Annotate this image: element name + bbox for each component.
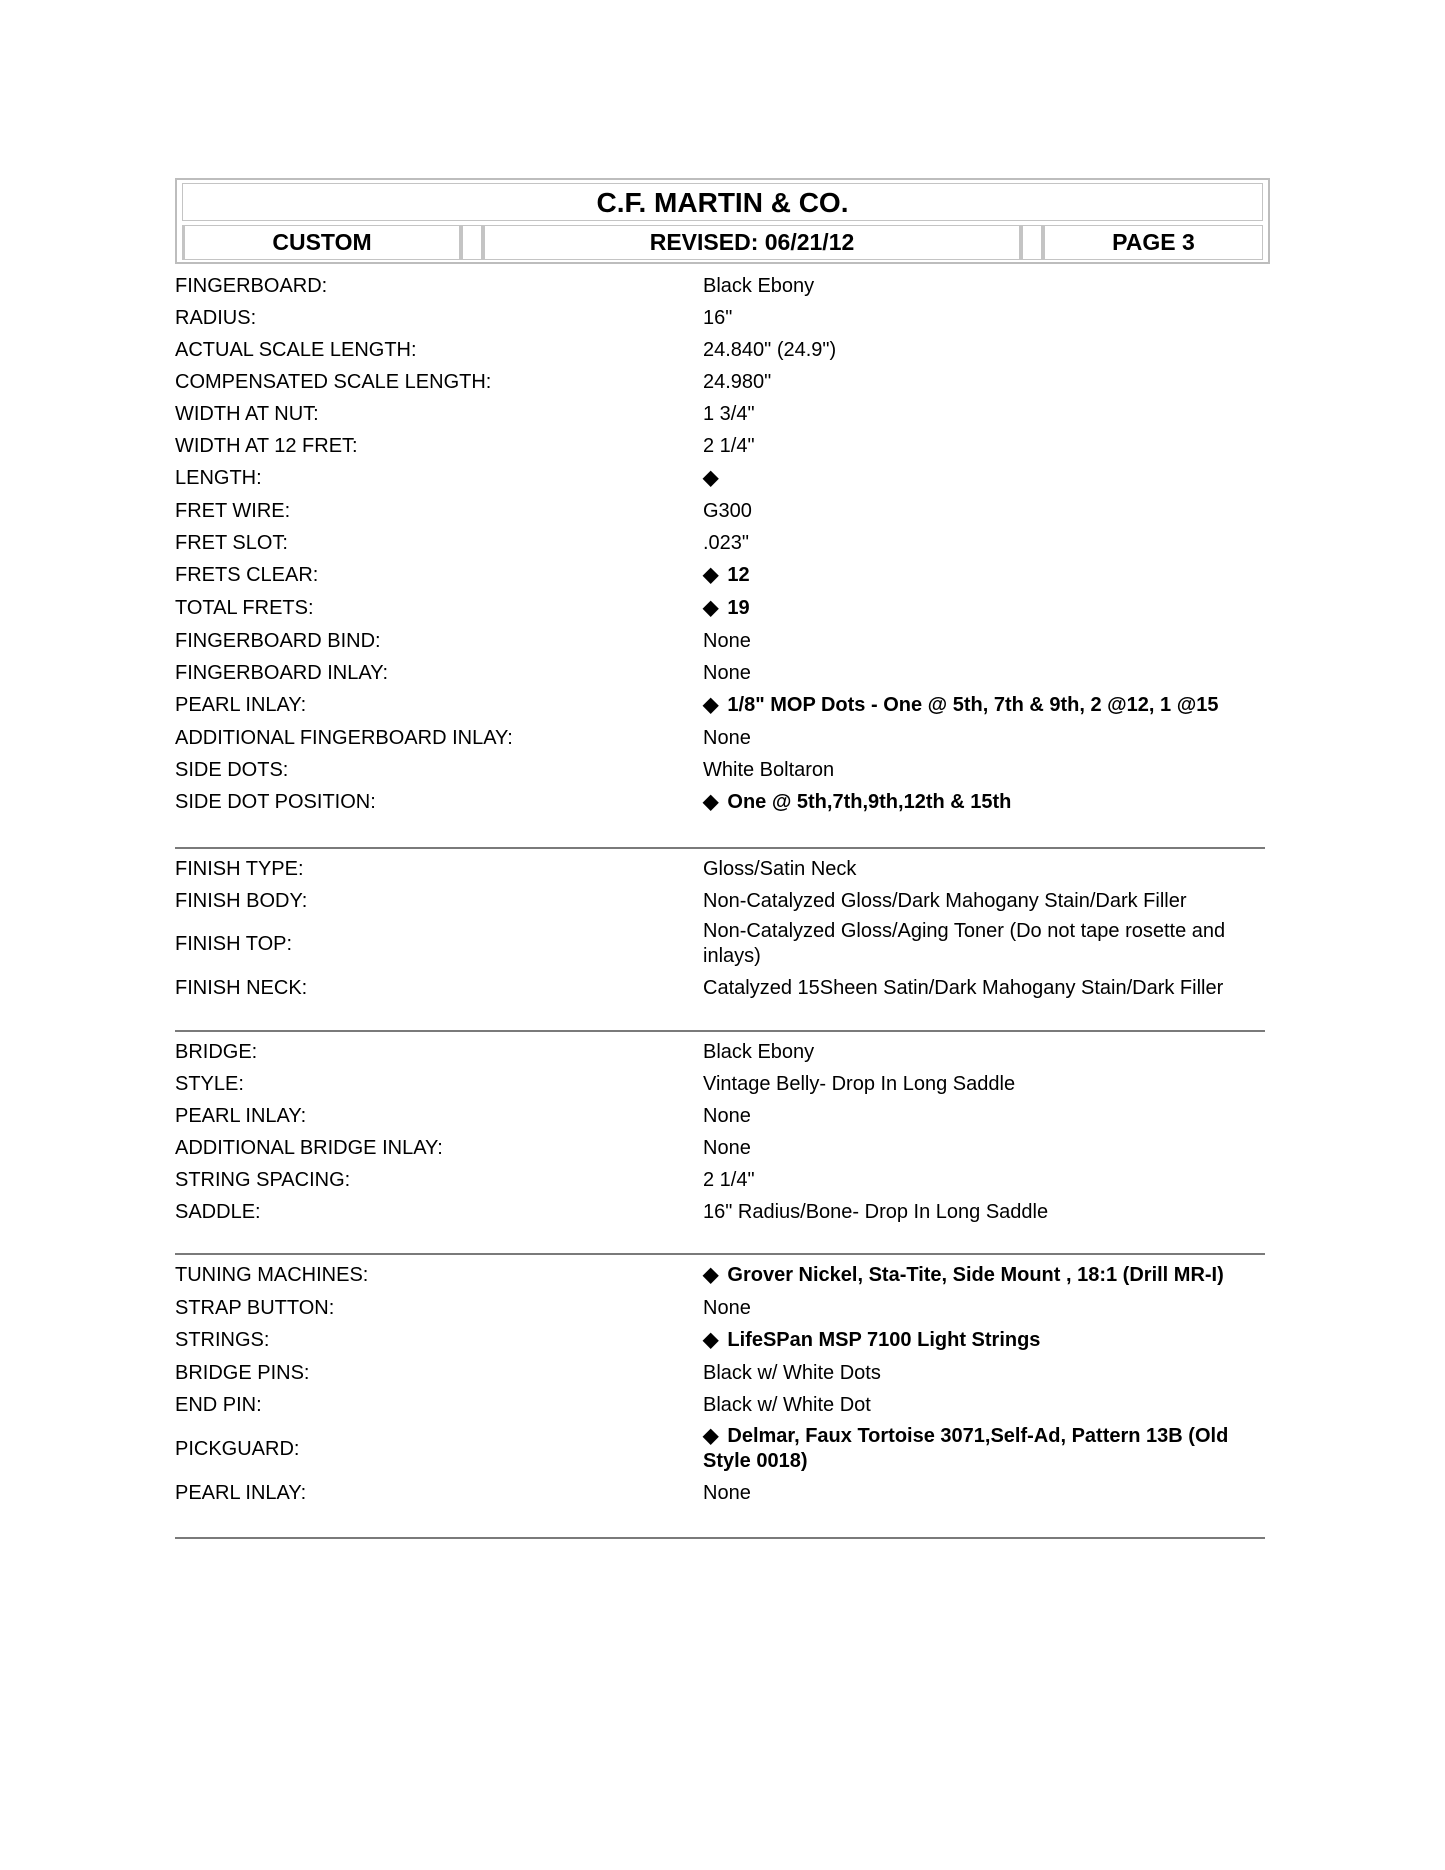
spec-label: FINISH BODY: [175,889,308,912]
spec-value [703,693,1265,718]
diamond-bullet-icon: ◆ [703,694,719,716]
spec-sheet [175,178,1270,1539]
model-cell: CUSTOM [182,225,460,260]
spec-label: FINISH TOP: [175,932,293,955]
spec-value-text: 12 [727,564,750,586]
spec-value-text: 19 [727,597,750,619]
spec-value [703,596,1265,621]
spec-label: STRINGS: [175,1329,270,1351]
spec-row-pearl-inlay [175,689,1265,722]
section-divider [175,847,1265,849]
spec-row-finish-body [175,885,1265,917]
spec-value [703,1328,1265,1353]
spec-label: ACTUAL SCALE LENGTH: [175,338,417,361]
spec-row-frets-clear [175,559,1265,592]
spec-label: PICKGUARD: [175,1437,300,1460]
section-divider [175,1030,1265,1032]
spec-row-strap-button [175,1292,1265,1324]
spec-row-radius [175,302,1265,334]
section-divider [175,1537,1265,1539]
spec-label: FINGERBOARD: [175,274,328,297]
spec-row-bridge [175,1036,1265,1068]
page-number-cell: PAGE 3 [1042,225,1263,260]
spec-row-width-12-fret [175,430,1265,462]
spec-value: White Boltaron [703,758,835,781]
section-divider [175,1253,1265,1255]
spec-label: LENGTH: [175,467,262,489]
spec-value: 16" [703,306,733,329]
diamond-bullet-icon: ◆ [703,1425,719,1447]
spec-label: WIDTH AT 12 FRET: [175,434,358,457]
spec-value: Black Ebony [703,1040,815,1063]
spec-value-text: Grover Nickel, Sta-Tite, Side Mount , 18:1 (Drill MR-I) [727,1264,1224,1286]
spec-label: FINISH TYPE: [175,857,304,880]
revised-date-cell: REVISED: 06/21/12 [482,225,1020,260]
spec-row-width-nut [175,398,1265,430]
spec-row-fingerboard-inlay [175,657,1265,689]
spec-row-finish-neck [175,971,1265,1005]
diamond-bullet-icon: ◆ [703,791,719,813]
spec-label: FINGERBOARD INLAY: [175,661,389,684]
spec-row-side-dots [175,754,1265,786]
spec-value: None [703,726,751,749]
spec-row-additional-bridge-inlay [175,1132,1265,1164]
spec-row-saddle [175,1196,1265,1228]
spec-value-text: 1/8" MOP Dots - One @ 5th, 7th & 9th, 2 @12, 1 @15 [727,694,1219,716]
spec-value [703,1263,1265,1288]
spec-label: BRIDGE: [175,1040,258,1063]
spec-row-finish-type [175,853,1265,885]
spec-row-finish-top [175,917,1265,971]
fingerboard-section [175,270,1265,819]
spec-value: G300 [703,499,752,522]
spec-value: Gloss/Satin Neck [703,857,857,880]
spec-row-end-pin [175,1389,1265,1421]
spec-row-bridge-pearl-inlay [175,1100,1265,1132]
spec-value: 24.980" [703,370,772,393]
spec-row-bridge-pins [175,1357,1265,1389]
diamond-bullet-icon: ◆ [703,1264,719,1286]
spec-row-actual-scale [175,334,1265,366]
hardware-section [175,1259,1265,1509]
spec-label: BRIDGE PINS: [175,1361,310,1384]
spec-label: RADIUS: [175,306,257,329]
spec-label: FRET WIRE: [175,499,291,522]
diamond-bullet-icon: ◆ [703,1329,719,1351]
spec-row-length [175,462,1265,495]
spec-label: TOTAL FRETS: [175,597,314,619]
spec-value: None [703,1104,751,1127]
header-box [175,178,1270,264]
spec-label: PEARL INLAY: [175,1481,307,1504]
spec-row-string-spacing [175,1164,1265,1196]
spec-value: .023" [703,531,750,554]
spec-label: WIDTH AT NUT: [175,402,319,425]
header-spacer [1020,225,1042,260]
spec-row-fret-wire [175,495,1265,527]
header-spacer [460,225,482,260]
spec-value: Vintage Belly- Drop In Long Saddle [703,1072,1016,1095]
spec-row-tuning-machines [175,1259,1265,1292]
spec-label: STRING SPACING: [175,1168,351,1191]
spec-row-style [175,1068,1265,1100]
diamond-bullet-icon: ◆ [703,467,719,489]
spec-label: FINISH NECK: [175,976,308,999]
spec-row-side-dot-position [175,786,1265,819]
spec-value: None [703,1136,751,1159]
spec-label: COMPENSATED SCALE LENGTH: [175,370,492,393]
spec-label: TUNING MACHINES: [175,1264,369,1286]
spec-value-text: LifeSPan MSP 7100 Light Strings [727,1329,1041,1351]
spec-value [703,1424,1265,1474]
spec-value: 1 3/4" [703,402,755,425]
spec-value [703,790,1265,815]
spec-label: STRAP BUTTON: [175,1296,335,1319]
spec-label: ADDITIONAL FINGERBOARD INLAY: [175,726,513,749]
spec-label: ADDITIONAL BRIDGE INLAY: [175,1136,443,1159]
spec-value-text: One @ 5th,7th,9th,12th & 15th [727,791,1012,813]
spec-value: 2 1/4" [703,434,755,457]
spec-row-compensated-scale [175,366,1265,398]
spec-row-hardware-pearl-inlay [175,1477,1265,1509]
spec-label: SADDLE: [175,1200,261,1223]
spec-label: FINGERBOARD BIND: [175,629,381,652]
spec-row-strings [175,1324,1265,1357]
spec-row-total-frets [175,592,1265,625]
spec-value: Black w/ White Dots [703,1361,881,1384]
spec-value: None [703,1296,751,1319]
spec-value: 16" Radius/Bone- Drop In Long Saddle [703,1200,1049,1223]
spec-value: None [703,1481,751,1504]
spec-value: 2 1/4" [703,1168,755,1191]
spec-row-fret-slot [175,527,1265,559]
spec-value: None [703,661,751,684]
bridge-section [175,1036,1265,1228]
spec-value: Catalyzed 15Sheen Satin/Dark Mahogany Stain/Dark Filler [703,976,1224,999]
spec-label: STYLE: [175,1072,244,1095]
spec-value: 24.840" (24.9") [703,338,837,361]
spec-value: Black w/ White Dot [703,1393,871,1416]
spec-row-fingerboard-bind [175,625,1265,657]
spec-label: END PIN: [175,1393,262,1416]
diamond-bullet-icon: ◆ [703,597,719,619]
spec-row-fingerboard [175,270,1265,302]
spec-label: SIDE DOTS: [175,758,289,781]
spec-row-additional-inlay [175,722,1265,754]
spec-value: Non-Catalyzed Gloss/Dark Mahogany Stain/Dark Filler [703,889,1187,912]
spec-label: FRETS CLEAR: [175,564,319,586]
spec-label: SIDE DOT POSITION: [175,791,376,813]
finish-section [175,853,1265,1005]
spec-value: None [703,629,751,652]
spec-label: FRET SLOT: [175,531,288,554]
spec-value: Black Ebony [703,274,815,297]
spec-label: PEARL INLAY: [175,694,307,716]
spec-value [703,466,1265,491]
spec-value [703,563,1265,588]
spec-value: Non-Catalyzed Gloss/Aging Toner (Do not tape rosette and inlays) [703,920,1226,967]
company-title: C.F. MARTIN & CO. [182,183,1263,221]
spec-row-pickguard [175,1421,1265,1477]
spec-value-text: Delmar, Faux Tortoise 3071,Self-Ad, Pattern 13B (Old Style 0018) [703,1425,1229,1472]
spec-label: PEARL INLAY: [175,1104,307,1127]
diamond-bullet-icon: ◆ [703,564,719,586]
